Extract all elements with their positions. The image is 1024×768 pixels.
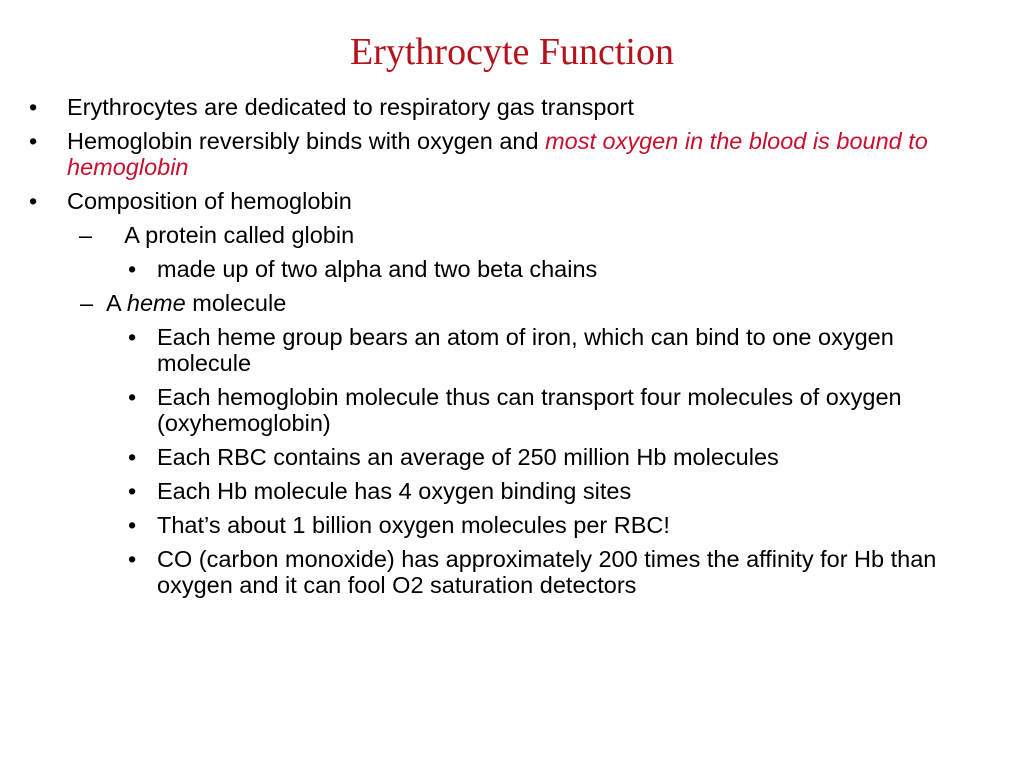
bullet-marker: • (29, 94, 38, 120)
sub-sub-item-text: Each RBC contains an average of 250 million Hb molecules (157, 444, 779, 470)
sub-sub-item (28, 546, 988, 598)
sub-sub-item (28, 256, 988, 282)
bullet-item-1 (28, 94, 988, 120)
bullet-marker: • (128, 546, 137, 572)
sub-sub-item-text: That’s about 1 billion oxygen molecules per RBC! (157, 512, 670, 538)
slide-title: Erythrocyte Function (350, 31, 674, 73)
bullet-marker: • (29, 188, 38, 214)
dash-marker: – (79, 222, 93, 248)
sub-item-globin (28, 222, 988, 248)
bullet-marker: • (128, 444, 137, 470)
bullet-marker: • (128, 384, 137, 410)
bullet-text: Hemoglobin reversibly binds with oxygen and (67, 128, 546, 154)
sub-sub-item-text: CO (carbon monoxide) has approximately 200 times the affinity for Hb than oxygen and it can fool O2 saturation detectors (157, 546, 937, 598)
slide-body (28, 94, 988, 606)
sub-sub-item (28, 384, 988, 436)
bullet-marker: • (128, 324, 137, 350)
sub-item-text: A protein called globin (119, 222, 355, 248)
bullet-item-2 (28, 128, 988, 180)
sub-item-text: A (106, 290, 127, 316)
sub-sub-item (28, 324, 988, 376)
sub-sub-item-text: Each hemoglobin molecule thus can transport four molecules of oxygen (oxyhemoglobin) (157, 384, 902, 436)
bullet-marker: • (29, 128, 38, 154)
bullet-item-3 (28, 188, 988, 214)
sub-sub-item-text: Each Hb molecule has 4 oxygen binding sites (157, 478, 632, 504)
sub-sub-item-text: Each heme group bears an atom of iron, which can bind to one oxygen molecule (157, 324, 894, 376)
sub-sub-item (28, 444, 988, 470)
heme-italic-text: heme (126, 290, 186, 316)
emphasis-text: most oxygen in the blood is bound to hemoglobin (67, 128, 928, 180)
bullet-marker: • (128, 512, 137, 538)
bullet-text: Erythrocytes are dedicated to respiratory gas transport (67, 94, 634, 120)
sub-item-heme (28, 290, 988, 316)
sub-item-text: molecule (185, 290, 287, 316)
dash-marker: – (80, 290, 94, 316)
sub-sub-item-text: made up of two alpha and two beta chains (157, 256, 598, 282)
bullet-marker: • (128, 256, 137, 282)
sub-sub-item (28, 512, 988, 538)
sub-sub-item (28, 478, 988, 504)
bullet-marker: • (128, 478, 137, 504)
bullet-text: Composition of hemoglobin (67, 188, 352, 214)
